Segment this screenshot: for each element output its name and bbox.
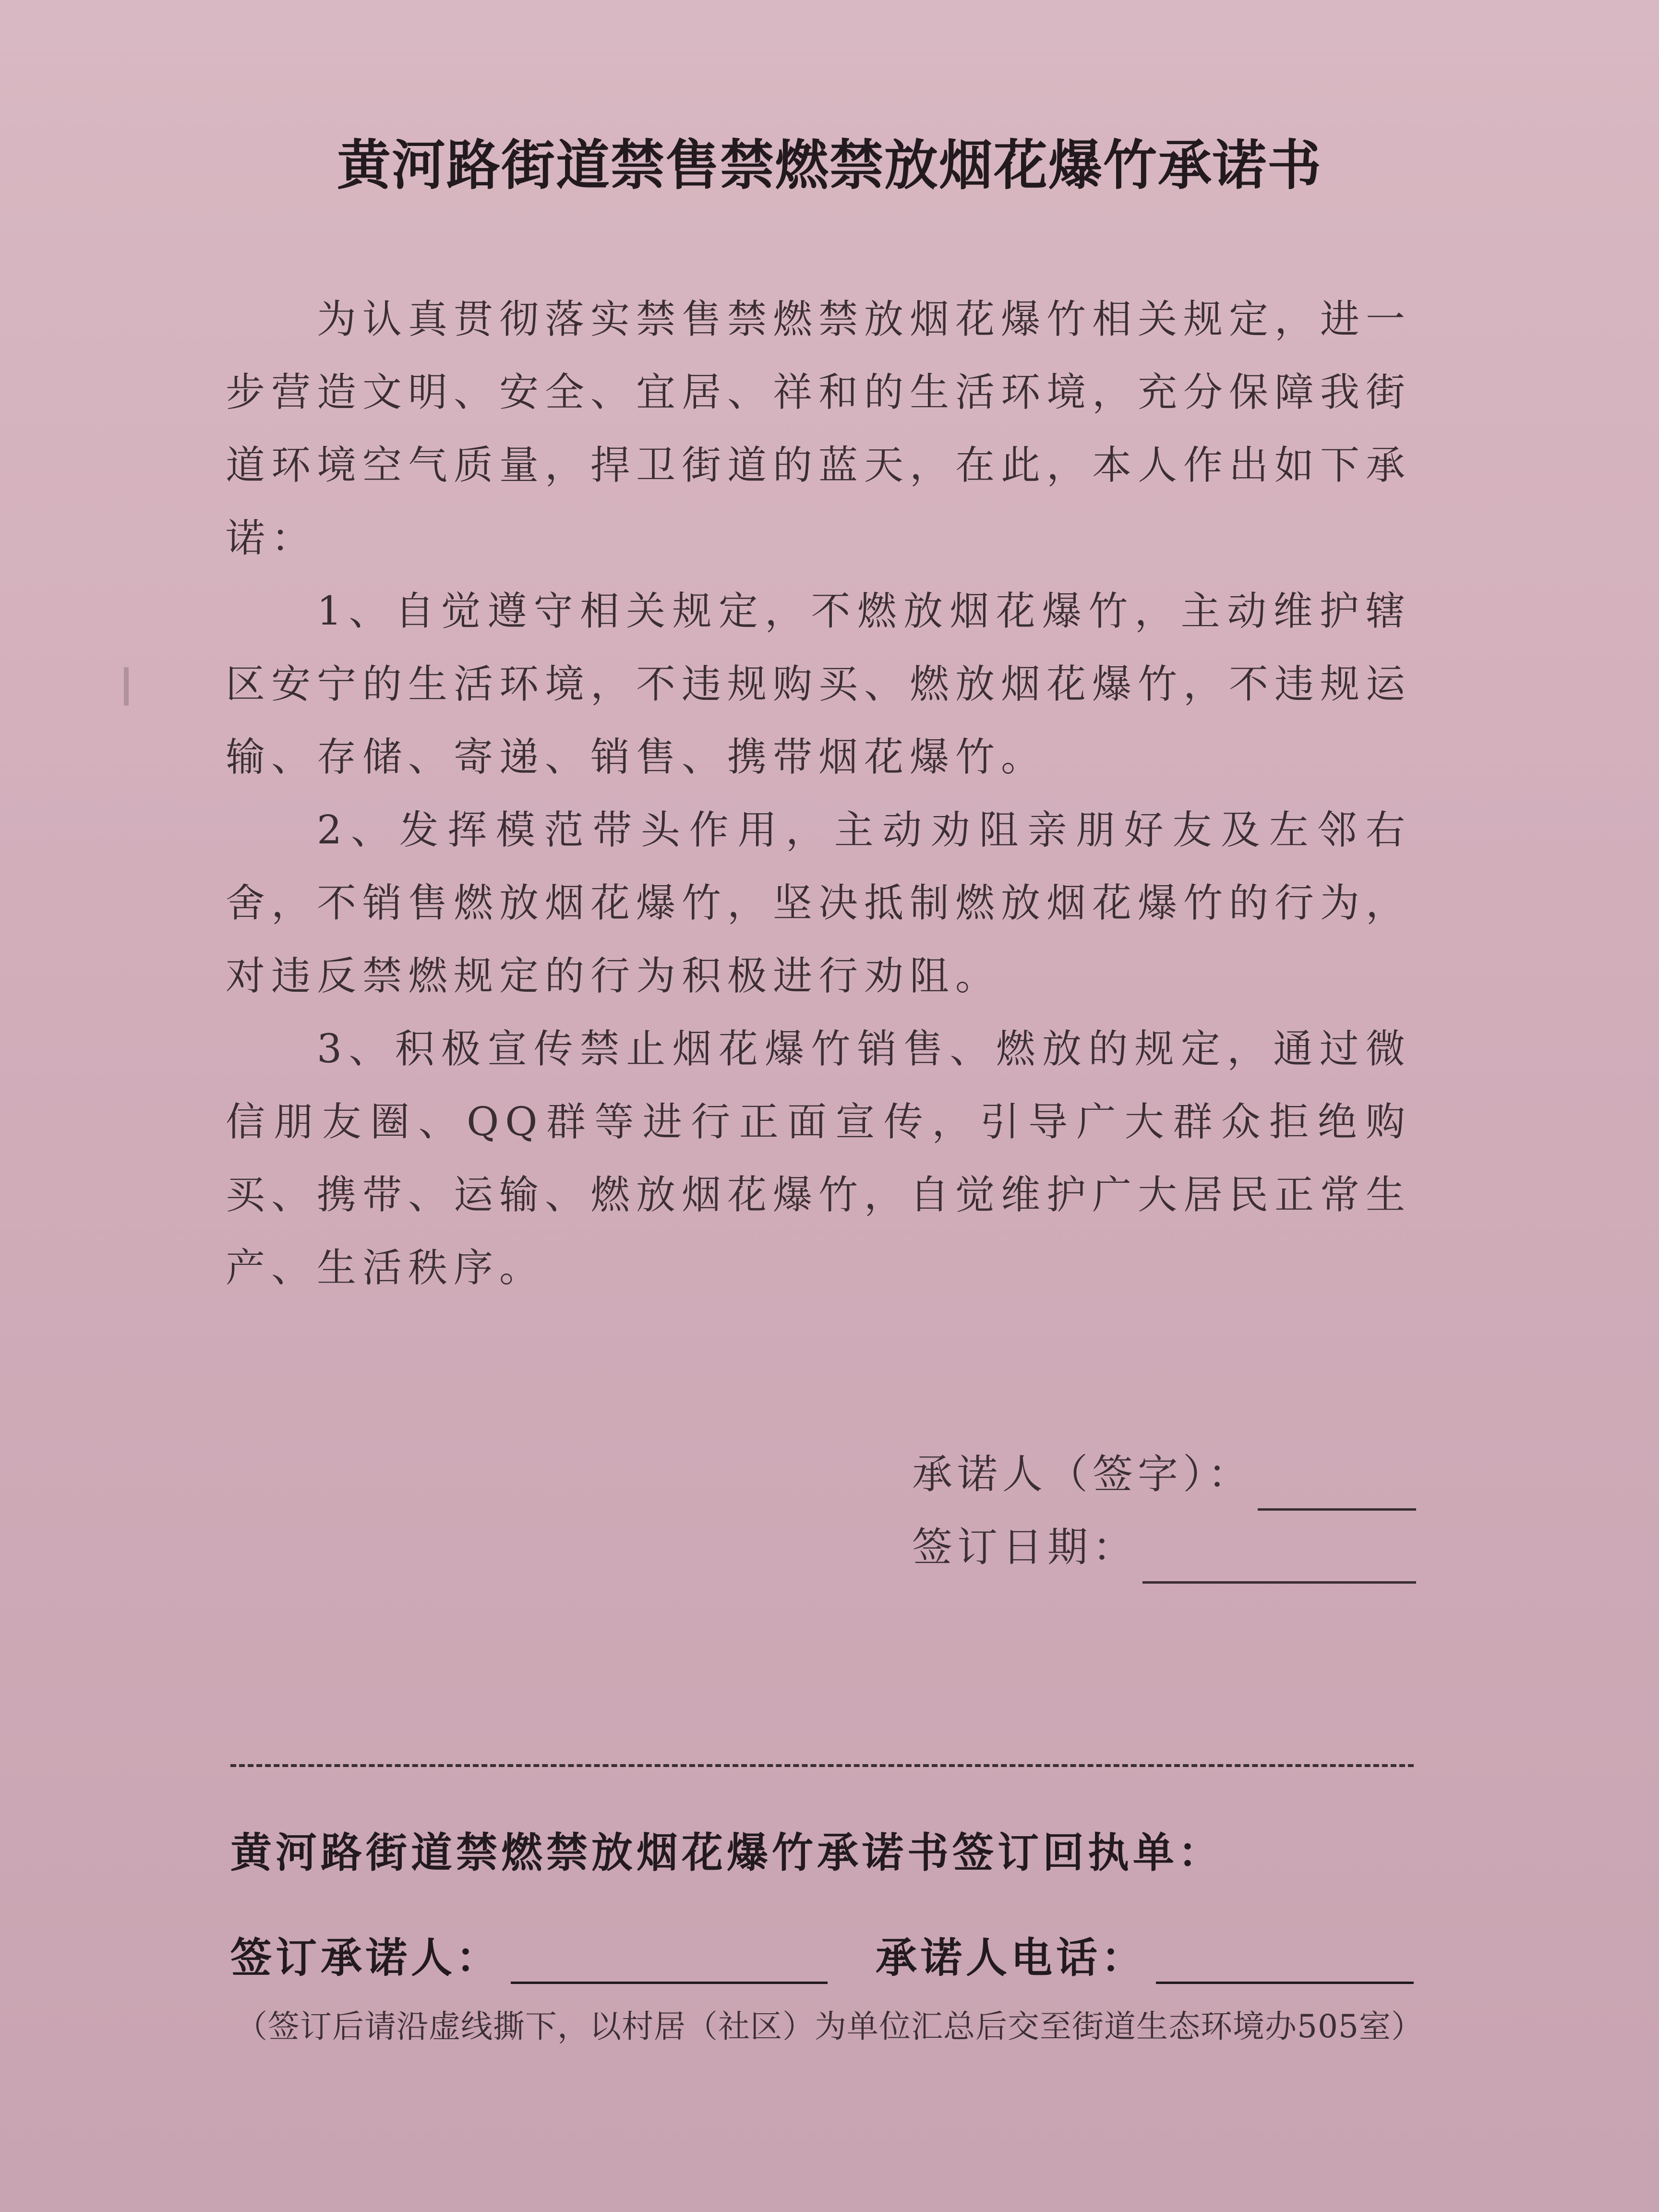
signature-block [912,1438,1416,1584]
date-label: 签订日期： [912,1524,1138,1571]
scan-mark [124,667,129,706]
document-title: 黄河路街道禁售禁燃禁放烟花爆竹承诺书 [337,134,1322,197]
receipt-title: 黄河路街道禁燃禁放烟花爆竹承诺书签订回执单： [230,1828,1223,1877]
signer-blank[interactable] [1258,1460,1416,1511]
signer-row [912,1438,1416,1511]
commitment-item-3: 3、积极宣传禁止烟花爆竹销售、燃放的规定，通过微信朋友圈、QQ群等进行正面宣传，引导广大群众拒绝购买、携带、运输、燃放烟花爆竹，自觉维护广大居民正常生产、生活秩序。 [226,1026,1412,1291]
receipt-phone-label: 承诺人电话： [876,1934,1146,1982]
signer-label: 承诺人（签字）： [912,1451,1253,1498]
receipt-signer-label: 签订承诺人： [230,1934,501,1982]
receipt-note: （签订后请沿虚线撕下，以村居（社区）为单位汇总后交至街道生态环境办505室） [236,2008,1423,2045]
receipt-phone-blank[interactable] [1156,1934,1414,1984]
tear-off-dashed-line [230,1764,1414,1767]
date-row [912,1511,1416,1584]
intro-paragraph: 为认真贯彻落实禁售禁燃禁放烟花爆竹相关规定，进一步营造文明、安全、宜居、祥和的生活环境，充分保障我街道环境空气质量，捍卫街道的蓝天，在此，本人作出如下承诺： [226,297,1412,561]
date-blank[interactable] [1142,1533,1416,1584]
document-body [226,283,1411,1305]
commitment-item-2: 2、发挥模范带头作用，主动劝阻亲朋好友及左邻右舍，不销售燃放烟花爆竹，坚决抵制燃放烟花爆竹的行为，对违反禁燃规定的行为积极进行劝阻。 [226,807,1412,999]
receipt-section [230,1819,1414,1984]
commitment-item-1: 1、自觉遵守相关规定，不燃放烟花爆竹，主动维护辖区安宁的生活环境，不违规购买、燃放烟花爆竹，不违规运输、存储、寄递、销售、携带烟花爆竹。 [226,589,1412,780]
receipt-fields-row [230,1924,1414,1984]
receipt-signer-blank[interactable] [511,1934,828,1984]
